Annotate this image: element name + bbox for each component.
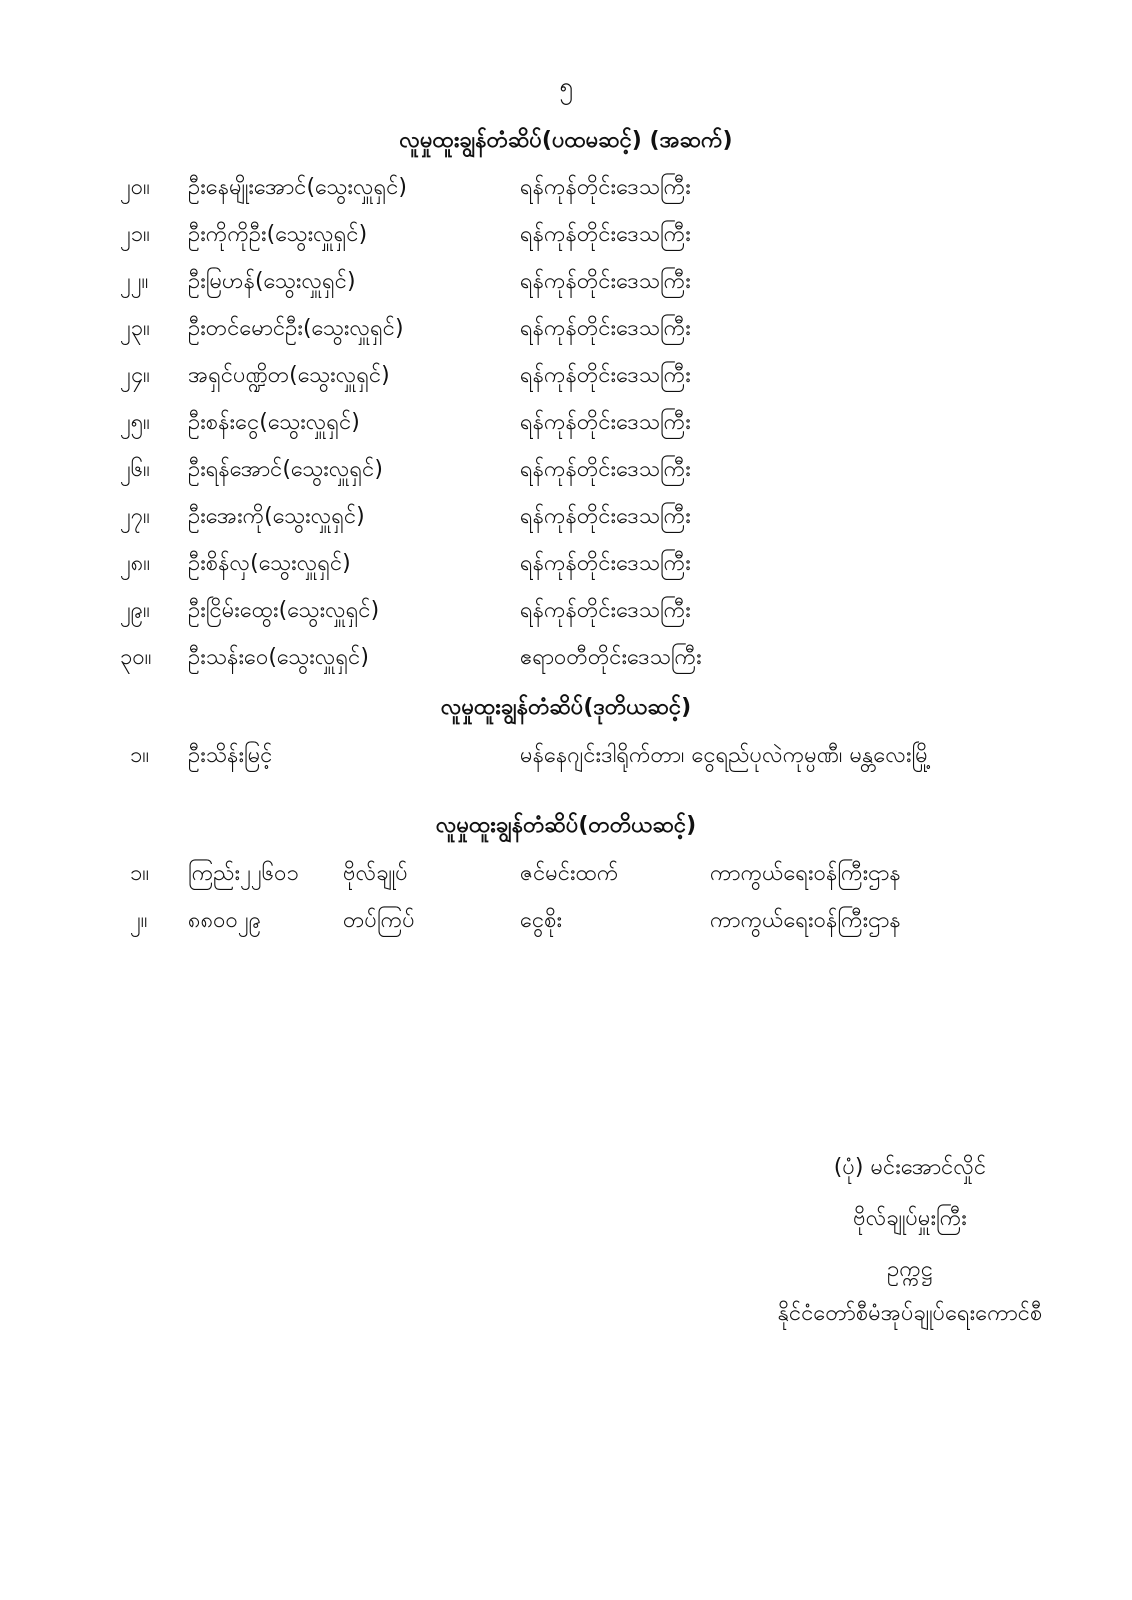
item-number: ၁။: [130, 743, 150, 768]
recipient-name: ဦးစန်းငွေ(သွေးလှူရှင်): [188, 410, 360, 435]
item-number: ၂၆။: [120, 457, 150, 482]
recipient-position: မန်နေဂျင်းဒါရိုက်တာ၊ ငွေရည်ပုလဲကုမ္ပဏီ၊ မန္တလေးမြို့: [520, 743, 932, 768]
section-heading-first-class: လူမှုထူးချွန်တံဆိပ်(ပထမဆင့်) (အဆက်): [399, 128, 733, 153]
rank: တပ်ကြပ်: [343, 908, 415, 933]
rank: ဗိုလ်ချုပ်: [343, 861, 408, 886]
item-number: ၂၀။: [120, 175, 150, 200]
recipient-region: ရန်ကုန်တိုင်းဒေသကြီး: [520, 363, 691, 388]
item-number: ၂၂။: [120, 269, 149, 294]
recipient-region: ရန်ကုန်တိုင်းဒေသကြီး: [520, 175, 691, 200]
list-item: [0, 313, 1132, 353]
recipient-name: ဦးမြဟန်(သွေးလှူရှင်): [188, 269, 356, 294]
recipient-name: ဦးငြိမ်းထွေး(သွေးလှူရှင်): [188, 598, 380, 623]
section-heading-second-class: လူမှုထူးချွန်တံဆိပ်(ဒုတိယဆင့်): [440, 695, 692, 720]
item-number: ၂၁။: [120, 222, 150, 247]
service-number: ၈၈၀၀၂၉: [188, 908, 262, 933]
list-item: [0, 548, 1132, 588]
list-item: [0, 858, 1132, 898]
recipient-region: ရန်ကုန်တိုင်းဒေသကြီး: [520, 504, 691, 529]
recipient-name: ဦးသန်းဝေ(သွေးလှူရှင်): [188, 645, 369, 670]
recipient-region: ရန်ကုန်တိုင်းဒေသကြီး: [520, 269, 691, 294]
signatory-organization: နိုင်ငံတော်စီမံအုပ်ချုပ်ရေးကောင်စီ: [777, 1301, 1043, 1326]
ministry: ကာကွယ်ရေးဝန်ကြီးဌာန: [710, 908, 901, 933]
recipient-region: ရန်ကုန်တိုင်းဒေသကြီး: [520, 410, 691, 435]
list-item: [0, 642, 1132, 682]
recipient-region: ရန်ကုန်တိုင်းဒေသကြီး: [520, 316, 691, 341]
list-item: [0, 740, 1132, 780]
signatory-name: (ပုံ) မင်းအောင်လှိုင်: [833, 1155, 987, 1180]
item-number: ၂၄။: [120, 363, 150, 388]
signatory-rank: ဗိုလ်ချုပ်မှူးကြီး: [853, 1206, 967, 1231]
section-heading-third-class: လူမှုထူးချွန်တံဆိပ်(တတိယဆင့်): [435, 813, 697, 838]
recipient-region: ရန်ကုန်တိုင်းဒေသကြီး: [520, 551, 691, 576]
recipient-region: ဧရာဝတီတိုင်းဒေသကြီး: [520, 645, 702, 670]
list-item: [0, 266, 1132, 306]
item-number: ၂၈။: [120, 551, 151, 576]
item-number: ၂၅။: [120, 410, 150, 435]
page-number: ၅: [559, 72, 573, 100]
list-item: [0, 501, 1132, 541]
item-number: ၁။: [130, 861, 150, 886]
recipient-name: ဦးတင်မောင်ဦး(သွေးလှူရှင်): [188, 316, 404, 341]
list-item: [0, 454, 1132, 494]
list-item: [0, 407, 1132, 447]
item-number: ၂၇။: [120, 504, 150, 529]
recipient-region: ရန်ကုန်တိုင်းဒေသကြီး: [520, 222, 691, 247]
list-item: [0, 905, 1132, 945]
list-item: [0, 219, 1132, 259]
item-number: ၃၀။: [120, 645, 152, 670]
recipient-region: ရန်ကုန်တိုင်းဒေသကြီး: [520, 457, 691, 482]
service-number: ကြည်း၂၂၆၀၁: [188, 861, 299, 886]
recipient-name: ဦးကိုကိုဦး(သွေးလှူရှင်): [188, 222, 368, 247]
list-item: [0, 360, 1132, 400]
item-number: ၂၃။: [120, 316, 150, 341]
recipient-name: အရှင်ပဏ္ဍိတ(သွေးလှူရှင်): [188, 363, 390, 388]
recipient-name: ဦးနေမျိုးအောင်(သွေးလှူရှင်): [188, 175, 408, 200]
list-item: [0, 595, 1132, 635]
recipient-name: ဦးသိန်းမြင့်: [188, 743, 273, 768]
signatory-title: ဥက္ကဋ္ဌ: [887, 1257, 933, 1282]
item-number: ၂။: [130, 908, 148, 933]
item-number: ၂၉။: [120, 598, 150, 623]
recipient-name: ဦးရန်အောင်(သွေးလှူရှင်): [188, 457, 383, 482]
recipient-name: ဦးအေးကို(သွေးလှူရှင်): [188, 504, 365, 529]
recipient-region: ရန်ကုန်တိုင်းဒေသကြီး: [520, 598, 691, 623]
ministry: ကာကွယ်ရေးဝန်ကြီးဌာန: [710, 861, 901, 886]
recipient-name: ဦးစိန်လှ(သွေးလှူရှင်): [188, 551, 351, 576]
recipient-name: ငွေစိုး: [520, 908, 563, 933]
list-item: [0, 172, 1132, 212]
recipient-name: ဇင်မင်းထက်: [520, 861, 619, 886]
